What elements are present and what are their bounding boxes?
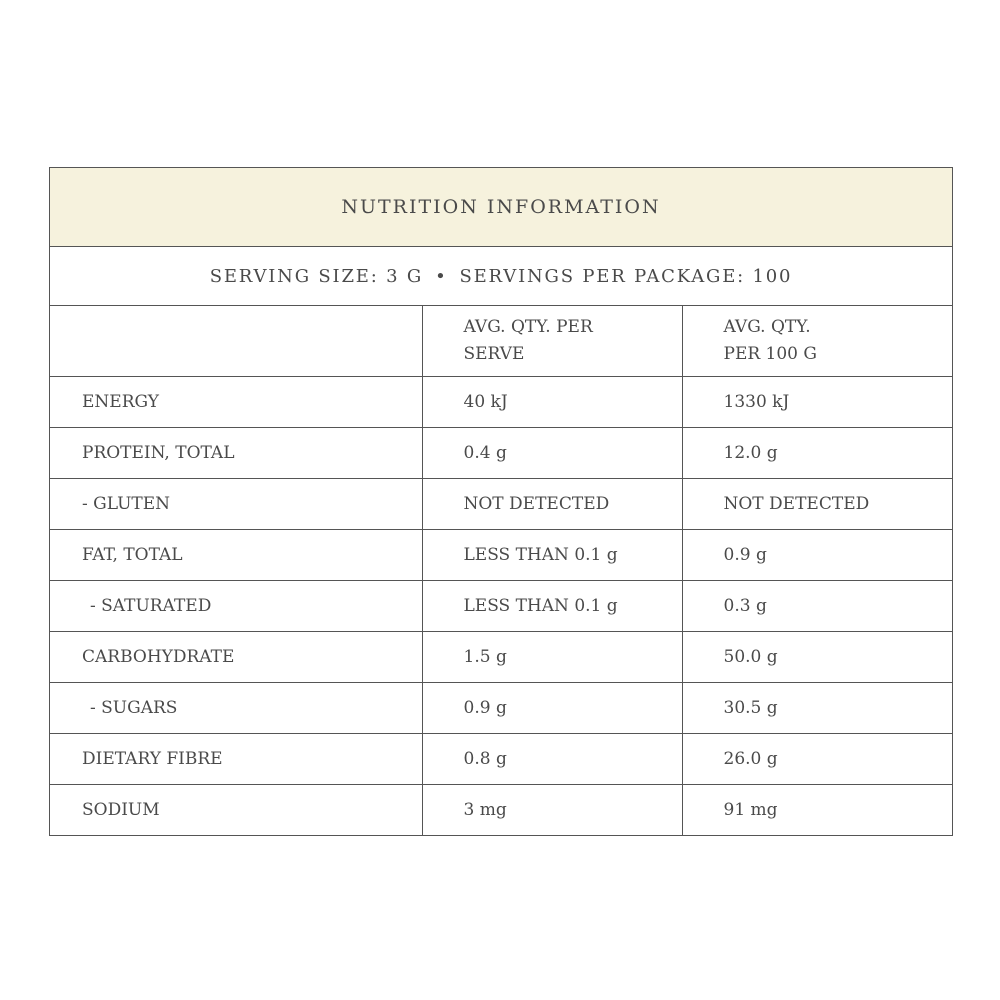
table-row [50, 581, 952, 632]
row-per-serve: 0.4 g [422, 428, 682, 479]
serving-size: SERVING SIZE: 3 G [209, 265, 424, 287]
header-per-100g-line1: AVG. QTY. [723, 317, 811, 337]
row-per-100g: 30.5 g [682, 683, 952, 734]
row-label: FAT, TOTAL [50, 530, 422, 581]
row-per-100g: 50.0 g [682, 632, 952, 683]
row-label: - GLUTEN [50, 479, 422, 530]
row-label: SODIUM [50, 785, 422, 836]
row-label: - SUGARS [50, 683, 422, 734]
servings-per-package: SERVINGS PER PACKAGE: 100 [459, 265, 793, 287]
row-per-serve: 0.9 g [422, 683, 682, 734]
row-per-serve: 3 mg [422, 785, 682, 836]
header-per-serve-line1: AVG. QTY. PER [463, 317, 593, 337]
header-blank-cell [50, 306, 422, 377]
row-label: - SATURATED [50, 581, 422, 632]
panel-title [50, 168, 952, 247]
row-per-100g: 91 mg [682, 785, 952, 836]
table-row [50, 785, 952, 836]
row-per-100g: 0.9 g [682, 530, 952, 581]
row-per-serve: NOT DETECTED [422, 479, 682, 530]
row-label: ENERGY [50, 377, 422, 428]
serving-info [50, 247, 952, 306]
row-per-serve: 0.8 g [422, 734, 682, 785]
row-label: PROTEIN, TOTAL [50, 428, 422, 479]
table-row [50, 683, 952, 734]
row-per-serve: 1.5 g [422, 632, 682, 683]
row-per-100g: NOT DETECTED [682, 479, 952, 530]
table-row [50, 734, 952, 785]
table-row [50, 377, 952, 428]
table-row [50, 530, 952, 581]
table-row [50, 632, 952, 683]
header-per-100g [682, 306, 952, 377]
table-header-row [50, 306, 952, 377]
table-row [50, 428, 952, 479]
row-per-serve: LESS THAN 0.1 g [422, 581, 682, 632]
nutrition-panel [49, 167, 953, 836]
row-per-serve: 40 kJ [422, 377, 682, 428]
row-per-100g: 12.0 g [682, 428, 952, 479]
serving-separator: • [435, 265, 448, 287]
row-per-100g: 0.3 g [682, 581, 952, 632]
header-per-100g-line2: PER 100 G [723, 344, 817, 364]
nutrition-table [50, 306, 952, 835]
row-per-100g: 26.0 g [682, 734, 952, 785]
header-per-serve [422, 306, 682, 377]
table-row [50, 479, 952, 530]
panel-title-text: NUTRITION INFORMATION [341, 196, 661, 218]
header-per-serve-line2: SERVE [463, 344, 525, 364]
row-label: CARBOHYDRATE [50, 632, 422, 683]
row-per-serve: LESS THAN 0.1 g [422, 530, 682, 581]
row-label: DIETARY FIBRE [50, 734, 422, 785]
row-per-100g: 1330 kJ [682, 377, 952, 428]
